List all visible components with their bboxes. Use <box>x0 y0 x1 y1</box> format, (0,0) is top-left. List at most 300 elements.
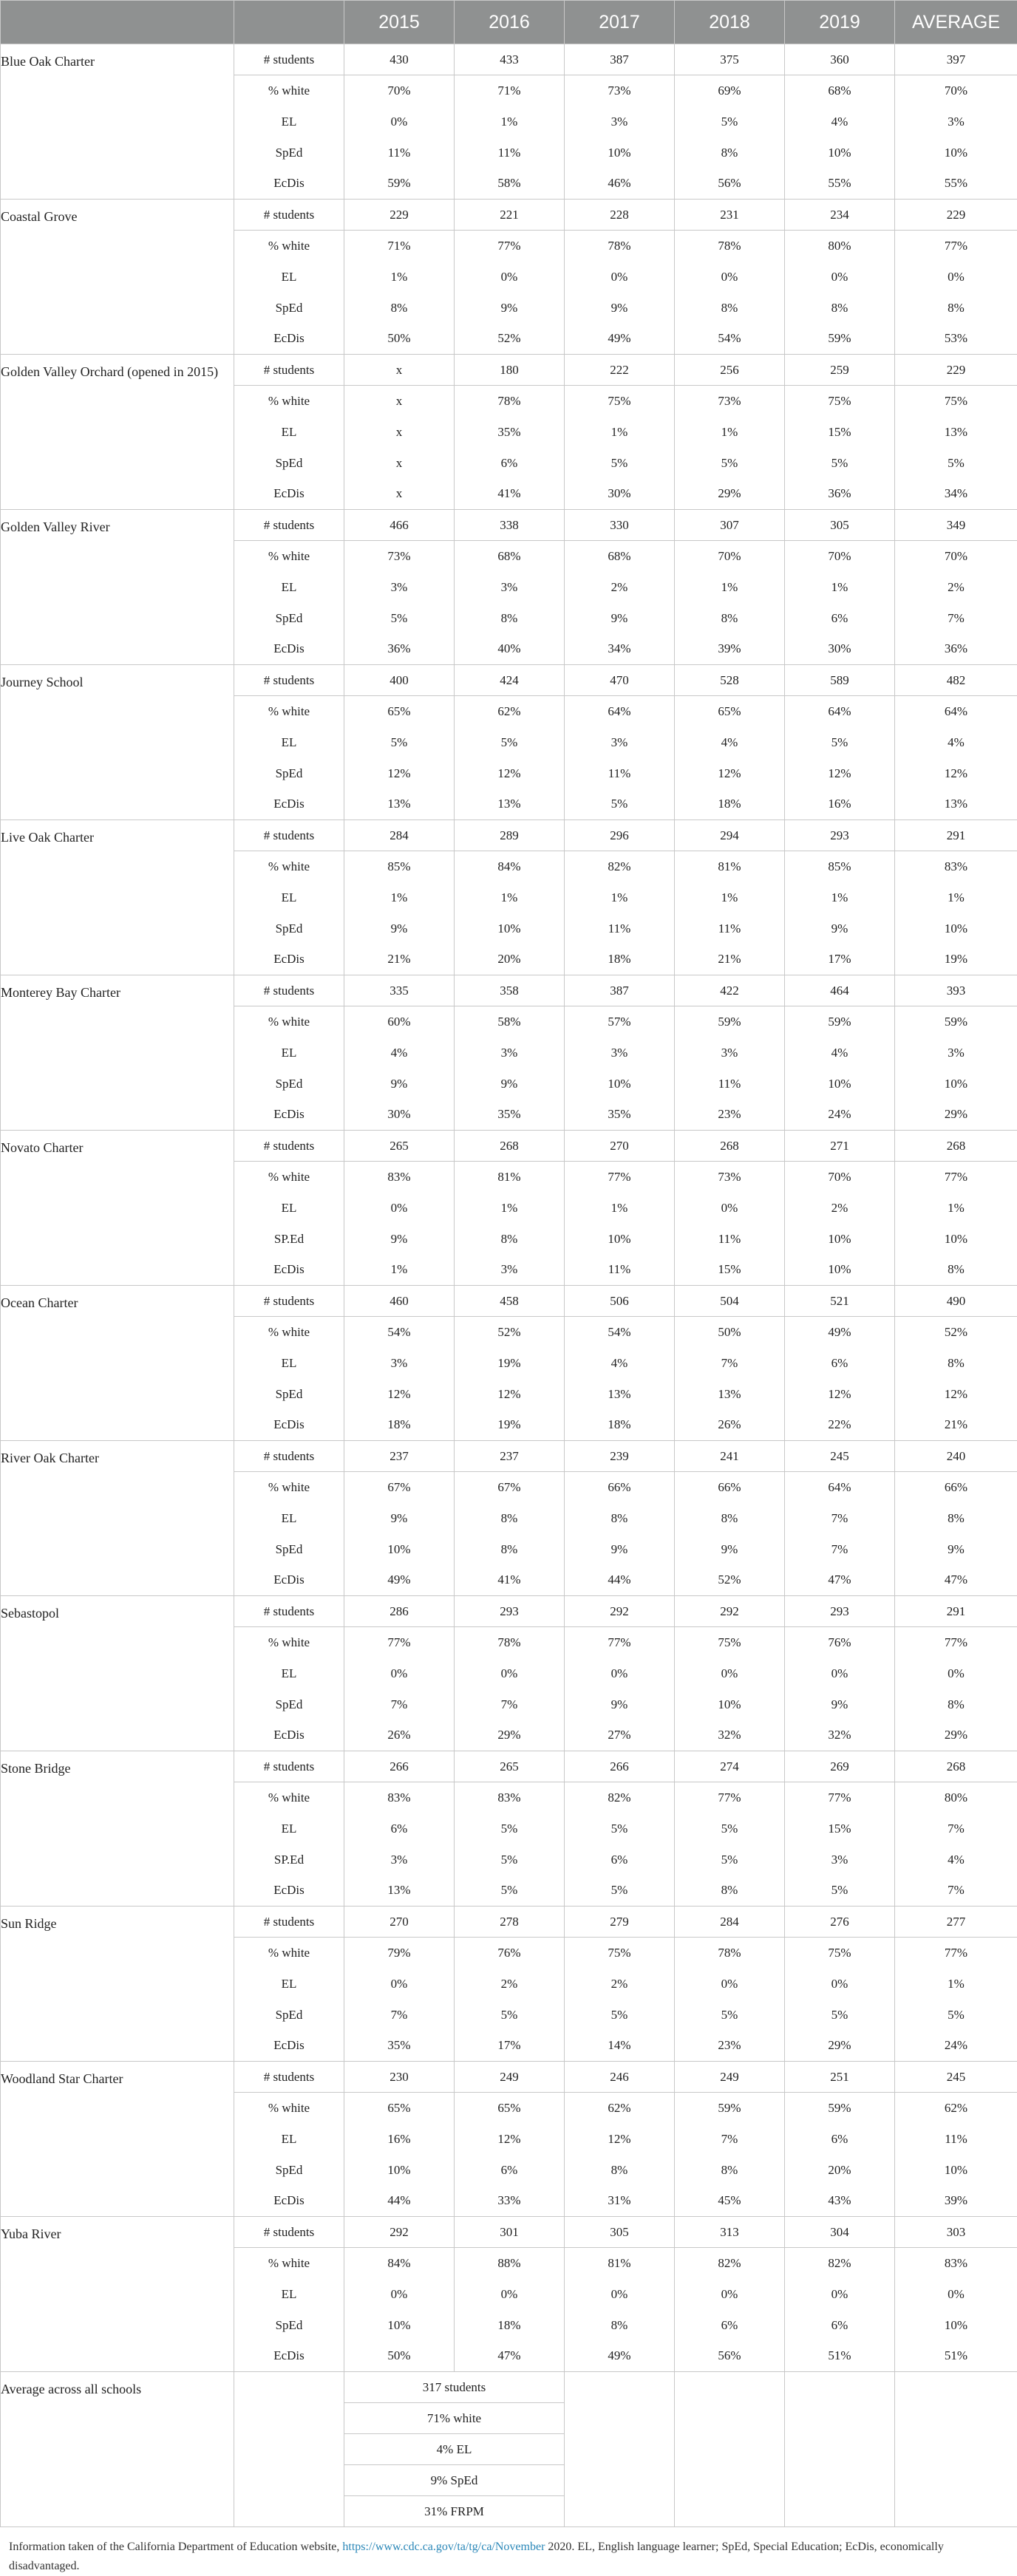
table-row <box>1 665 1017 696</box>
value-cell: 0% <box>455 262 565 293</box>
value-cell: 82% <box>565 851 675 882</box>
value-cell: 231 <box>675 200 785 231</box>
value-cell: 307 <box>675 510 785 541</box>
value-cell: 293 <box>455 1596 565 1627</box>
value-cell: 52% <box>455 324 565 355</box>
value-cell: 0% <box>675 1658 785 1689</box>
value-cell: 15% <box>675 1255 785 1286</box>
value-cell: 36% <box>344 634 455 665</box>
value-cell: 85% <box>344 851 455 882</box>
metric-label: EL <box>234 1503 344 1534</box>
value-cell: 433 <box>455 44 565 75</box>
value-cell: 29% <box>455 1720 565 1751</box>
value-cell: 5% <box>344 727 455 758</box>
average-cell: 268 <box>895 1131 1017 1162</box>
value-cell: 9% <box>344 913 455 944</box>
value-cell: 5% <box>565 2000 675 2031</box>
metric-label: EL <box>234 1813 344 1844</box>
value-cell: 70% <box>785 1162 895 1193</box>
table-body <box>1 44 1017 2527</box>
value-cell: 70% <box>785 541 895 572</box>
value-cell: 8% <box>455 1534 565 1565</box>
value-cell: x <box>344 479 455 510</box>
value-cell: 9% <box>344 1069 455 1100</box>
value-cell: 0% <box>675 1969 785 2000</box>
average-cell: 303 <box>895 2217 1017 2248</box>
value-cell: 7% <box>675 2124 785 2155</box>
value-cell: 71% <box>344 231 455 262</box>
value-cell: 424 <box>455 665 565 696</box>
value-cell: 10% <box>785 137 895 168</box>
value-cell: 66% <box>675 1472 785 1503</box>
average-cell: 55% <box>895 168 1017 200</box>
value-cell: 8% <box>675 137 785 168</box>
value-cell: 5% <box>675 448 785 479</box>
value-cell: 10% <box>785 1069 895 1100</box>
average-cell: 4% <box>895 1844 1017 1875</box>
average-cell: 62% <box>895 2093 1017 2124</box>
value-cell: 8% <box>675 1875 785 1907</box>
value-cell: 270 <box>344 1907 455 1938</box>
school-name: Woodland Star Charter <box>1 2062 234 2217</box>
value-cell: 64% <box>785 1472 895 1503</box>
value-cell: 8% <box>455 1503 565 1534</box>
value-cell: 12% <box>785 758 895 789</box>
table-row <box>1 1286 1017 1317</box>
value-cell: 0% <box>344 1969 455 2000</box>
metric-label: # students <box>234 510 344 541</box>
average-cell: 29% <box>895 1720 1017 1751</box>
average-cell: 291 <box>895 820 1017 851</box>
metric-label: # students <box>234 200 344 231</box>
average-cell: 10% <box>895 913 1017 944</box>
value-cell: 6% <box>565 1844 675 1875</box>
metric-label: % white <box>234 1006 344 1037</box>
value-cell: 9% <box>344 1503 455 1534</box>
value-cell: 12% <box>675 758 785 789</box>
value-cell: 12% <box>344 758 455 789</box>
average-cell: 397 <box>895 44 1017 75</box>
value-cell: 5% <box>455 1813 565 1844</box>
value-cell: 59% <box>785 2093 895 2124</box>
value-cell: 75% <box>785 386 895 417</box>
value-cell: 75% <box>565 386 675 417</box>
table-row <box>1 820 1017 851</box>
value-cell: 3% <box>565 727 675 758</box>
value-cell: 77% <box>455 231 565 262</box>
metric-label: # students <box>234 975 344 1006</box>
average-cell: 34% <box>895 479 1017 510</box>
metric-label: SpEd <box>234 293 344 324</box>
metric-label: EcDis <box>234 1720 344 1751</box>
average-cell: 3% <box>895 106 1017 137</box>
value-cell: 1% <box>455 882 565 913</box>
table-row <box>1 2217 1017 2248</box>
school-name: Golden Valley Orchard (opened in 2015) <box>1 355 234 510</box>
value-cell: 0% <box>565 2279 675 2310</box>
average-cell: 64% <box>895 696 1017 727</box>
metric-label: % white <box>234 1162 344 1193</box>
metric-label: % white <box>234 1472 344 1503</box>
metric-label: # students <box>234 1286 344 1317</box>
value-cell: 422 <box>675 975 785 1006</box>
value-cell: 375 <box>675 44 785 75</box>
value-cell: 12% <box>785 1379 895 1410</box>
value-cell: 5% <box>344 603 455 634</box>
metric-label: EcDis <box>234 1255 344 1286</box>
value-cell: 77% <box>785 1782 895 1813</box>
value-cell: 11% <box>565 758 675 789</box>
value-cell: 10% <box>455 913 565 944</box>
table-row <box>1 1907 1017 1938</box>
value-cell: 26% <box>344 1720 455 1751</box>
average-cell: 2% <box>895 572 1017 603</box>
value-cell: 1% <box>675 572 785 603</box>
value-cell: 67% <box>344 1472 455 1503</box>
value-cell: 5% <box>785 727 895 758</box>
metric-label: # students <box>234 1441 344 1472</box>
average-cell: 12% <box>895 758 1017 789</box>
value-cell: 13% <box>455 789 565 820</box>
value-cell: 293 <box>785 1596 895 1627</box>
value-cell: 9% <box>455 293 565 324</box>
metric-label: % white <box>234 231 344 262</box>
value-cell: 11% <box>344 137 455 168</box>
footnote-text: 2020. EL, English language learner; SpEd, Special Education; EcDis, economically disadvantaged. <box>9 2541 944 2572</box>
value-cell: 5% <box>455 727 565 758</box>
table-row <box>1 1596 1017 1627</box>
school-name: Sun Ridge <box>1 1907 234 2062</box>
value-cell: 76% <box>455 1938 565 1969</box>
footnote-text: Information taken of the California Department of Education website, <box>9 2541 342 2553</box>
value-cell: 256 <box>675 355 785 386</box>
average-cell: 70% <box>895 541 1017 572</box>
value-cell: 2% <box>785 1193 895 1224</box>
value-cell: 4% <box>785 1037 895 1069</box>
value-cell: 305 <box>785 510 895 541</box>
value-cell: 81% <box>455 1162 565 1193</box>
value-cell: 59% <box>675 2093 785 2124</box>
average-cell: 36% <box>895 634 1017 665</box>
value-cell: 265 <box>455 1751 565 1782</box>
average-cell: 10% <box>895 1069 1017 1100</box>
summary-value: 71% white <box>344 2403 565 2434</box>
table-row <box>1 1441 1017 1472</box>
value-cell: 1% <box>565 417 675 448</box>
value-cell: 5% <box>455 1875 565 1907</box>
value-cell: 47% <box>785 1565 895 1596</box>
value-cell: 21% <box>344 944 455 975</box>
value-cell: 464 <box>785 975 895 1006</box>
value-cell: 78% <box>455 1627 565 1658</box>
average-cell: 83% <box>895 2248 1017 2279</box>
average-cell: 47% <box>895 1565 1017 1596</box>
average-cell: 8% <box>895 293 1017 324</box>
value-cell: 33% <box>455 2186 565 2217</box>
value-cell: 237 <box>344 1441 455 1472</box>
value-cell: 64% <box>565 696 675 727</box>
value-cell: 338 <box>455 510 565 541</box>
header-year: 2015 <box>344 1 455 44</box>
value-cell: 430 <box>344 44 455 75</box>
school-name: Yuba River <box>1 2217 234 2372</box>
value-cell: 1% <box>565 1193 675 1224</box>
value-cell: 4% <box>565 1348 675 1379</box>
value-cell: 0% <box>785 1969 895 2000</box>
value-cell: 69% <box>675 75 785 106</box>
value-cell: 76% <box>785 1627 895 1658</box>
average-cell: 13% <box>895 789 1017 820</box>
value-cell: 60% <box>344 1006 455 1037</box>
school-name: River Oak Charter <box>1 1441 234 1596</box>
value-cell: 8% <box>785 293 895 324</box>
value-cell: 49% <box>565 324 675 355</box>
value-cell: 266 <box>344 1751 455 1782</box>
average-cell: 21% <box>895 1410 1017 1441</box>
value-cell: 50% <box>675 1317 785 1348</box>
value-cell: 589 <box>785 665 895 696</box>
value-cell: 10% <box>785 1224 895 1255</box>
school-name: Sebastopol <box>1 1596 234 1751</box>
value-cell: x <box>344 386 455 417</box>
value-cell: 44% <box>344 2186 455 2217</box>
value-cell: 77% <box>675 1782 785 1813</box>
footnote-link[interactable]: https://www.cdc.ca.gov/ta/tg/ca/November <box>342 2541 545 2553</box>
value-cell: 20% <box>455 944 565 975</box>
metric-label: EcDis <box>234 324 344 355</box>
average-cell: 59% <box>895 1006 1017 1037</box>
header-year: 2016 <box>455 1 565 44</box>
value-cell: 22% <box>785 1410 895 1441</box>
average-cell: 13% <box>895 417 1017 448</box>
average-cell: 77% <box>895 1627 1017 1658</box>
value-cell: 59% <box>675 1006 785 1037</box>
value-cell: 81% <box>675 851 785 882</box>
value-cell: 229 <box>344 200 455 231</box>
value-cell: 56% <box>675 168 785 200</box>
school-name: Blue Oak Charter <box>1 44 234 200</box>
metric-label: # students <box>234 2062 344 2093</box>
value-cell: 50% <box>344 324 455 355</box>
value-cell: 222 <box>565 355 675 386</box>
value-cell: 18% <box>675 789 785 820</box>
summary-value: 4% EL <box>344 2434 565 2465</box>
value-cell: 466 <box>344 510 455 541</box>
value-cell: 6% <box>455 2155 565 2186</box>
table-row <box>1 44 1017 75</box>
value-cell: 11% <box>675 1224 785 1255</box>
value-cell: 5% <box>565 448 675 479</box>
value-cell: 8% <box>565 1503 675 1534</box>
metric-label: SpEd <box>234 1534 344 1565</box>
value-cell: 3% <box>455 572 565 603</box>
value-cell: 59% <box>344 168 455 200</box>
value-cell: 0% <box>565 262 675 293</box>
value-cell: 237 <box>455 1441 565 1472</box>
metric-label: SP.Ed <box>234 1224 344 1255</box>
metric-label: % white <box>234 851 344 882</box>
value-cell: 521 <box>785 1286 895 1317</box>
value-cell: 0% <box>344 2279 455 2310</box>
value-cell: 30% <box>785 634 895 665</box>
value-cell: 7% <box>344 1689 455 1720</box>
value-cell: 47% <box>455 2341 565 2372</box>
value-cell: 3% <box>344 572 455 603</box>
metric-label: EL <box>234 572 344 603</box>
value-cell: 1% <box>675 417 785 448</box>
average-cell: 66% <box>895 1472 1017 1503</box>
metric-label: SpEd <box>234 1379 344 1410</box>
value-cell: 4% <box>675 727 785 758</box>
average-cell: 268 <box>895 1751 1017 1782</box>
value-cell: 78% <box>455 386 565 417</box>
value-cell: x <box>344 417 455 448</box>
value-cell: 3% <box>565 106 675 137</box>
value-cell: 8% <box>344 293 455 324</box>
average-cell: 10% <box>895 137 1017 168</box>
value-cell: 54% <box>675 324 785 355</box>
average-cell: 5% <box>895 448 1017 479</box>
metric-label: % white <box>234 386 344 417</box>
value-cell: 83% <box>455 1782 565 1813</box>
header-school <box>1 1 234 44</box>
value-cell: 35% <box>565 1100 675 1131</box>
average-cell: 51% <box>895 2341 1017 2372</box>
value-cell: 278 <box>455 1907 565 1938</box>
summary-value: 9% SpEd <box>344 2465 565 2496</box>
value-cell: 470 <box>565 665 675 696</box>
metric-label: SpEd <box>234 1689 344 1720</box>
value-cell: 305 <box>565 2217 675 2248</box>
value-cell: 35% <box>455 417 565 448</box>
value-cell: 10% <box>565 1224 675 1255</box>
average-cell: 53% <box>895 324 1017 355</box>
summary-empty-cell <box>565 2372 675 2527</box>
metric-label: # students <box>234 1131 344 1162</box>
average-cell: 7% <box>895 1875 1017 1907</box>
metric-label: EL <box>234 2279 344 2310</box>
school-name: Novato Charter <box>1 1131 234 1286</box>
value-cell: 65% <box>344 2093 455 2124</box>
value-cell: 0% <box>565 1658 675 1689</box>
value-cell: 0% <box>344 1193 455 1224</box>
value-cell: 1% <box>455 1193 565 1224</box>
value-cell: 3% <box>455 1037 565 1069</box>
value-cell: 5% <box>785 448 895 479</box>
metric-label: # students <box>234 665 344 696</box>
value-cell: 56% <box>675 2341 785 2372</box>
value-cell: 1% <box>455 106 565 137</box>
average-cell: 393 <box>895 975 1017 1006</box>
average-cell: 240 <box>895 1441 1017 1472</box>
metric-label: # students <box>234 44 344 75</box>
value-cell: 82% <box>675 2248 785 2279</box>
average-cell: 10% <box>895 2310 1017 2341</box>
value-cell: 9% <box>344 1224 455 1255</box>
value-cell: 73% <box>675 1162 785 1193</box>
metric-label: EL <box>234 882 344 913</box>
value-cell: 44% <box>565 1565 675 1596</box>
value-cell: 70% <box>344 75 455 106</box>
average-cell: 0% <box>895 1658 1017 1689</box>
average-cell: 277 <box>895 1907 1017 1938</box>
value-cell: 10% <box>344 1534 455 1565</box>
value-cell: 54% <box>565 1317 675 1348</box>
value-cell: 10% <box>565 137 675 168</box>
average-cell: 229 <box>895 200 1017 231</box>
average-cell: 10% <box>895 2155 1017 2186</box>
value-cell: 6% <box>785 1348 895 1379</box>
value-cell: 5% <box>785 1875 895 1907</box>
value-cell: 284 <box>675 1907 785 1938</box>
average-cell: 3% <box>895 1037 1017 1069</box>
metric-label: % white <box>234 541 344 572</box>
value-cell: 9% <box>565 1534 675 1565</box>
value-cell: 249 <box>675 2062 785 2093</box>
value-cell: 180 <box>455 355 565 386</box>
value-cell: 1% <box>344 1255 455 1286</box>
average-cell: 70% <box>895 75 1017 106</box>
value-cell: 504 <box>675 1286 785 1317</box>
value-cell: 246 <box>565 2062 675 2093</box>
value-cell: 30% <box>344 1100 455 1131</box>
value-cell: 8% <box>455 1224 565 1255</box>
metric-label: # students <box>234 1751 344 1782</box>
value-cell: 10% <box>344 2310 455 2341</box>
value-cell: 528 <box>675 665 785 696</box>
value-cell: 27% <box>565 1720 675 1751</box>
metric-label: EL <box>234 1193 344 1224</box>
value-cell: 3% <box>675 1037 785 1069</box>
value-cell: 274 <box>675 1751 785 1782</box>
value-cell: 13% <box>675 1379 785 1410</box>
metric-label: EL <box>234 1969 344 2000</box>
value-cell: 12% <box>455 1379 565 1410</box>
value-cell: 6% <box>344 1813 455 1844</box>
metric-label: SpEd <box>234 137 344 168</box>
value-cell: 289 <box>455 820 565 851</box>
average-cell: 490 <box>895 1286 1017 1317</box>
value-cell: 2% <box>565 1969 675 2000</box>
value-cell: 5% <box>565 1813 675 1844</box>
value-cell: 18% <box>344 1410 455 1441</box>
average-cell: 80% <box>895 1782 1017 1813</box>
value-cell: 13% <box>565 1379 675 1410</box>
value-cell: 8% <box>675 1503 785 1534</box>
value-cell: 65% <box>344 696 455 727</box>
value-cell: 268 <box>455 1131 565 1162</box>
average-cell: 83% <box>895 851 1017 882</box>
value-cell: 32% <box>785 1720 895 1751</box>
value-cell: 7% <box>785 1534 895 1565</box>
school-name: Live Oak Charter <box>1 820 234 975</box>
table-row <box>1 200 1017 231</box>
value-cell: 293 <box>785 820 895 851</box>
value-cell: 249 <box>455 2062 565 2093</box>
metric-label: EcDis <box>234 634 344 665</box>
value-cell: 5% <box>455 2000 565 2031</box>
value-cell: 286 <box>344 1596 455 1627</box>
value-cell: 296 <box>565 820 675 851</box>
value-cell: 35% <box>455 1100 565 1131</box>
value-cell: 10% <box>344 2155 455 2186</box>
average-cell: 7% <box>895 1813 1017 1844</box>
metric-label: % white <box>234 1317 344 1348</box>
value-cell: 271 <box>785 1131 895 1162</box>
value-cell: 67% <box>455 1472 565 1503</box>
metric-label: EL <box>234 262 344 293</box>
value-cell: 9% <box>565 1689 675 1720</box>
